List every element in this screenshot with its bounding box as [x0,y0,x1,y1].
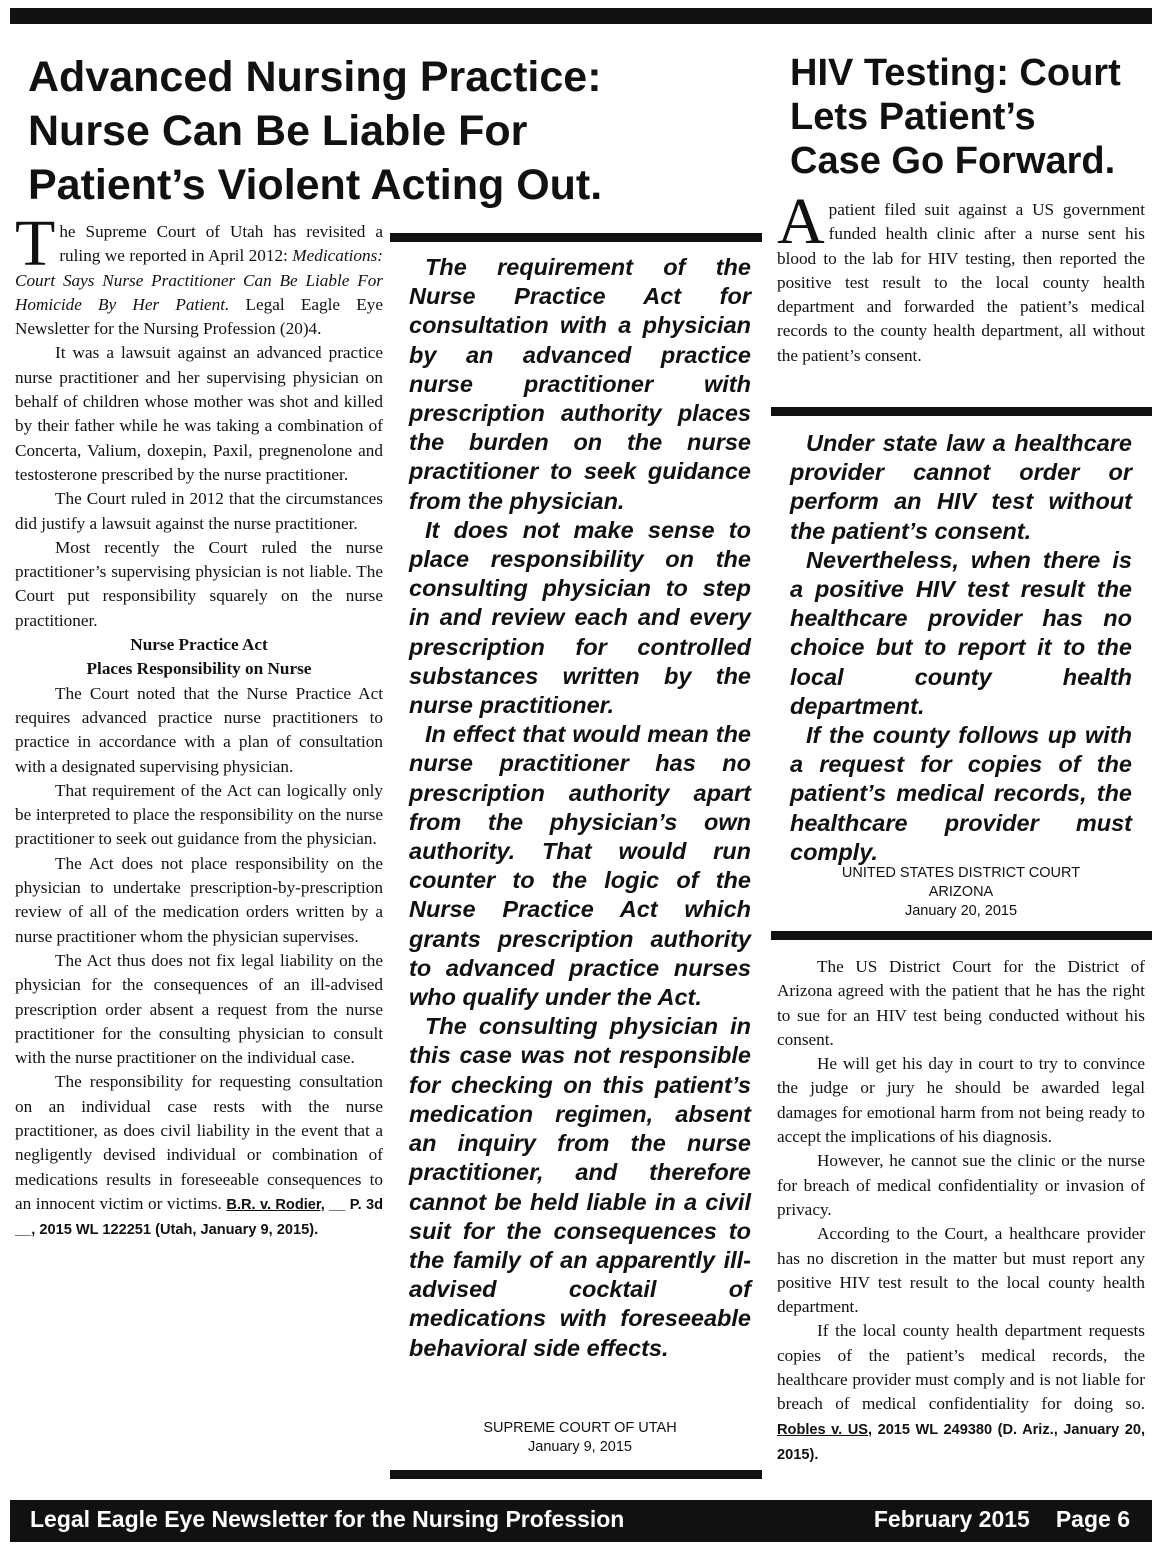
paragraph-text: If the local county health department requests copies of the patient’s medical records, the healthcare provider must comply and is not liable for breach of medical confidentiality for doing so. [777,1321,1145,1414]
headline-line: HIV Testing: Court [790,52,1121,94]
headline-line: Lets Patient’s [790,96,1036,138]
column-rule [390,1470,762,1479]
paragraph-text: patient filed suit against a US government funded health clinic after a nurse sent his blood to the lab for HIV testing, then reported the positive test result to the local county health department and forwarded the patient’s medical records to the county health department, all without the patient’s consent. [777,200,1145,365]
right-article-headline [790,54,1150,186]
middle-court-attribution [409,1419,751,1457]
subheading: Nurse Practice Act [130,635,268,655]
citation-details: 2015 WL 249380 (D. Ariz., January 20, 2015). [777,1421,1145,1463]
case-name: Robles v. US, [777,1421,873,1438]
court-name: SUPREME COURT OF UTAH [483,1420,677,1436]
quote-paragraph: It does not make sense to place responsibility on the consulting physician to step in and review each and every prescription for controlled substances written by the nurse practitioner. [409,516,751,719]
paragraph: The Act does not place responsibility on the physician to undertake prescription-by-prescription review of all of the medication orders written by a nurse practitioner whom the physician supervises. [15,853,383,946]
quote-paragraph: In effect that would mean the nurse practitioner has no prescription authority apart from the physician’s own authority. That would run counter to the logic of the Nurse Practice Act which grants prescription authority to advanced practice nurses who qualify under the Act. [409,721,751,1011]
paragraph: That requirement of the Act can logically only be interpreted to place the responsibility on the nurse practitioner to seek out guidance from the physician. [15,780,383,849]
paragraph: The Act thus does not fix legal liability on the physician for the consequences of an ill-advised prescription order absent a request from the nurse practitioner for the consulting physician to consult with the nurse practitioner on the individual case. [15,950,383,1068]
right-court-attribution [790,864,1132,921]
drop-cap: T [15,207,56,280]
newsletter-name: Legal Eagle Eye Newsletter for the Nursing Profession [30,1506,625,1532]
right-article-intro [777,185,1145,368]
court-date: January 9, 2015 [528,1439,632,1455]
paragraph: However, he cannot sue the clinic or the nurse for breach of medical confidentiality or invasion of privacy. [777,1151,1145,1219]
headline-line: Case Go Forward. [790,140,1116,182]
left-article-headline [28,53,768,218]
headline-line: Nurse Can Be Liable For [28,107,528,155]
issue-date: February 2015 [873,1506,1030,1532]
paragraph-text: The responsibility for requesting consultation on an individual case rests with the nurse practitioner, as does civil liability in the event that a negligently devised individual or combination of medications results in foreseeable consequences to an innocent victim or victims. [15,1072,383,1213]
right-article-body [777,955,1145,1467]
subheading: Places Responsibility on Nurse [86,659,312,679]
headline-line: Patient’s Violent Acting Out. [28,161,603,209]
quote-paragraph: Under state law a healthcare provider cannot order or perform an HIV test without the patient’s consent. [790,430,1132,544]
paragraph: The US District Court for the District of Arizona agreed with the patient that he has the right to sue for an HIV test being conducted without his consent. [777,957,1145,1049]
citation-details: __ P. 3d __, 2015 WL 122251 (Utah, January 9, 2015). [15,1196,383,1239]
page-footer [10,1500,1152,1542]
quote-paragraph: If the county follows up with a request for copies of the patient’s medical records, the healthcare provider must comply. [790,722,1132,865]
paragraph [15,207,383,341]
paragraph [777,185,1145,368]
court-date: January 20, 2015 [904,903,1018,919]
right-pull-quote [790,429,1132,867]
case-name: B.R. v. Rodier, [226,1196,325,1213]
column-rule [390,233,762,242]
paragraph: The Court noted that the Nurse Practice Act requires advanced practice nurse practitioners to practice in accordance with a plan of consultation with a designated supervising physician. [15,683,383,776]
paragraph: It was a lawsuit against an advanced practice nurse practitioner and her supervising physician on behalf of children whose mother was shot and killed by their father while he was taking a combination of Concerta, Valium, doxepin, Paxil, pregnenolone and testosterone prescribed by the nurse practitioner. [15,343,383,484]
issue-info [874,1506,1130,1533]
court-name: UNITED STATES DISTRICT COURT [841,865,1081,881]
headline-line: Advanced Nursing Practice: [28,53,602,101]
court-location: ARIZONA [928,884,994,900]
middle-pull-quote [409,253,751,1363]
quote-paragraph: Nevertheless, when there is a positive HIV test result the healthcare provider has no choice but to report it to the local county health department. [790,546,1132,719]
paragraph: According to the Court, a healthcare provider has no discretion in the matter but must report any positive HIV test result to the local county health department. [777,1224,1145,1317]
drop-cap: A [777,185,825,258]
paragraph [777,1319,1145,1467]
paragraph-text: Legal Eagle Eye Newsletter for the Nursing Profession (20)4. [15,294,383,339]
page-number: Page 6 [1055,1506,1130,1532]
paragraph: Most recently the Court ruled the nurse practitioner’s supervising physician is not liable. The Court put responsibility squarely on the nurse practitioner. [15,537,383,630]
referenced-article-title: Medications: Court Says Nurse Practitioner Can Be Liable For Homicide By Her Patient. [15,246,383,314]
top-rule [10,8,1152,24]
paragraph: The Court ruled in 2012 that the circumstances did justify a lawsuit against the nurse practitioner. [15,489,383,533]
case-citation [777,1422,1145,1463]
quote-paragraph: The requirement of the Nurse Practice Act for consultation with a physician by an advanced practice nurse practitioner with prescription authority places the burden on the nurse practitioner to seek guidance from the physician. [409,254,751,514]
quote-paragraph: The consulting physician in this case was not responsible for checking on this patient’s medication regimen, absent an inquiry from the nurse practitioner, and therefore cannot be held liable in a civil suit for the consequences to the family of an apparently ill-advised cocktail of medications with foreseeable behavioral side effects. [409,1013,751,1361]
column-rule [771,407,1152,416]
left-article-body [15,207,383,1242]
paragraph-text: he Supreme Court of Utah has revisited a ruling we reported in April 2012: [59,222,383,266]
paragraph: He will get his day in court to try to convince the judge or jury he should be awarded legal damages for emotional harm from not being ready to accept the implications of his diagnosis. [777,1054,1145,1147]
paragraph [15,1070,383,1242]
column-rule [771,931,1152,940]
